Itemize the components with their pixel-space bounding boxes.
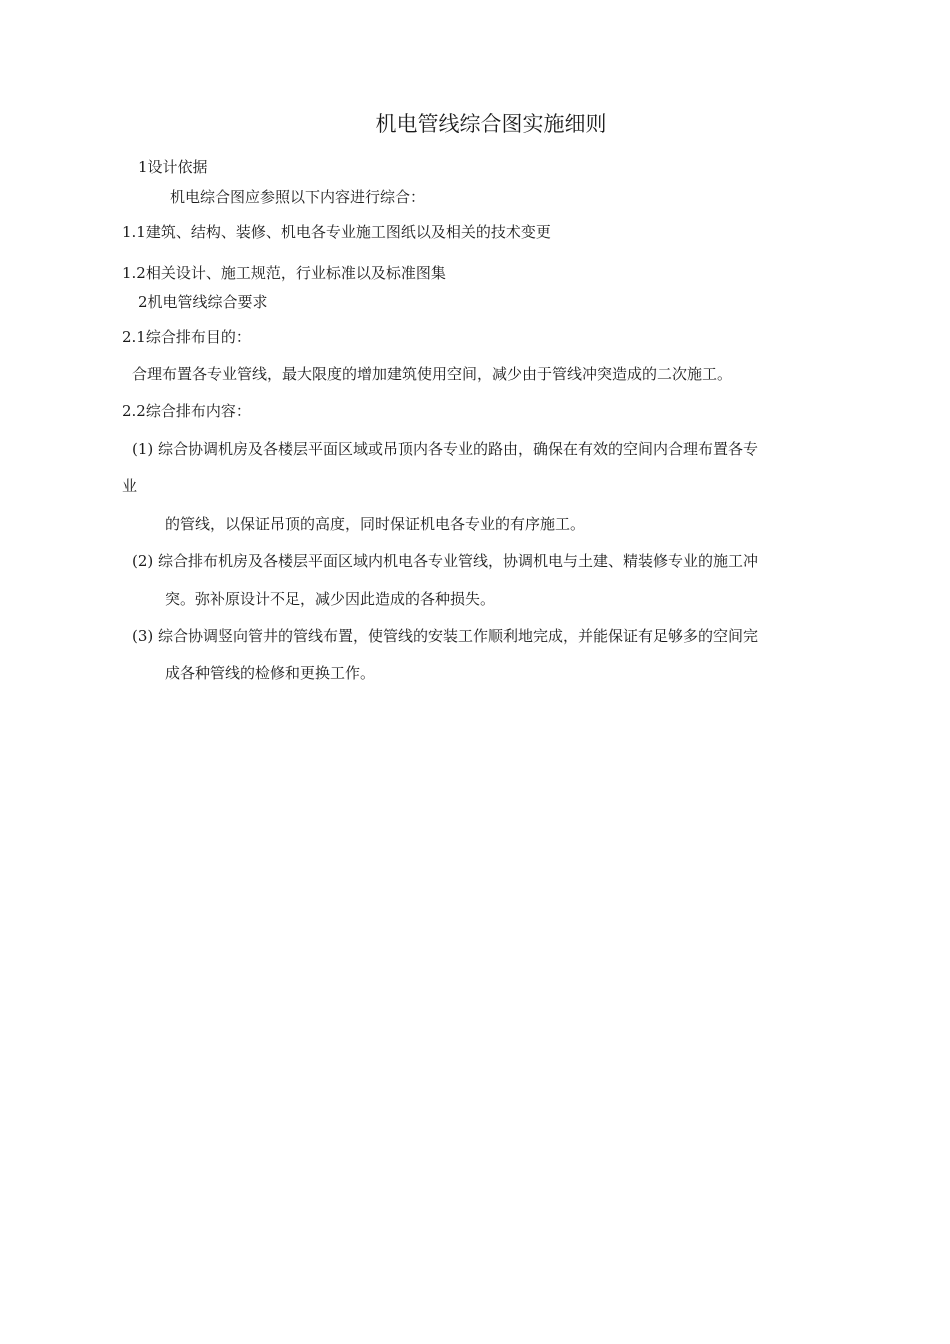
list-item-1-line-1: (1) 综合协调机房及各楼层平面区域或吊顶内各专业的路由，确保在有效的空间内合理布置各专 — [132, 440, 759, 458]
section-2-heading: 2机电管线综合要求 — [138, 293, 268, 311]
list-item-3-line-1: (3) 综合协调竖向管井的管线布置，使管线的安装工作顺利地完成，并能保证有足够多的空间完 — [132, 627, 759, 645]
section-2-1-heading: 2.1综合排布目的： — [122, 328, 251, 346]
section-2-1-body: 合理布置各专业管线，最大限度的增加建筑使用空间，减少由于管线冲突造成的二次施工。 — [132, 365, 733, 383]
list-item-1-line-3: 的管线，以保证吊顶的高度，同时保证机电各专业的有序施工。 — [165, 515, 586, 533]
list-item-1-line-2: 业 — [122, 477, 138, 495]
section-1-heading: 1设计依据 — [138, 158, 208, 176]
section-1-1: 1.1建筑、结构、装修、机电各专业施工图纸以及相关的技术变更 — [122, 223, 551, 241]
list-item-2-line-2: 突。弥补原设计不足，减少因此造成的各种损失。 — [165, 590, 496, 608]
list-item-2-line-1: (2) 综合排布机房及各楼层平面区域内机电各专业管线，协调机电与土建、精装修专业的施工冲 — [132, 552, 759, 570]
list-item-3-line-2: 成各种管线的检修和更换工作。 — [165, 664, 376, 682]
section-1-intro: 机电综合图应参照以下内容进行综合： — [170, 188, 426, 206]
page-title: 机电管线综合图实施细则 — [375, 112, 607, 136]
section-2-2-heading: 2.2综合排布内容： — [122, 402, 251, 420]
section-1-2: 1.2相关设计、施工规范，行业标准以及标准图集 — [122, 264, 446, 282]
